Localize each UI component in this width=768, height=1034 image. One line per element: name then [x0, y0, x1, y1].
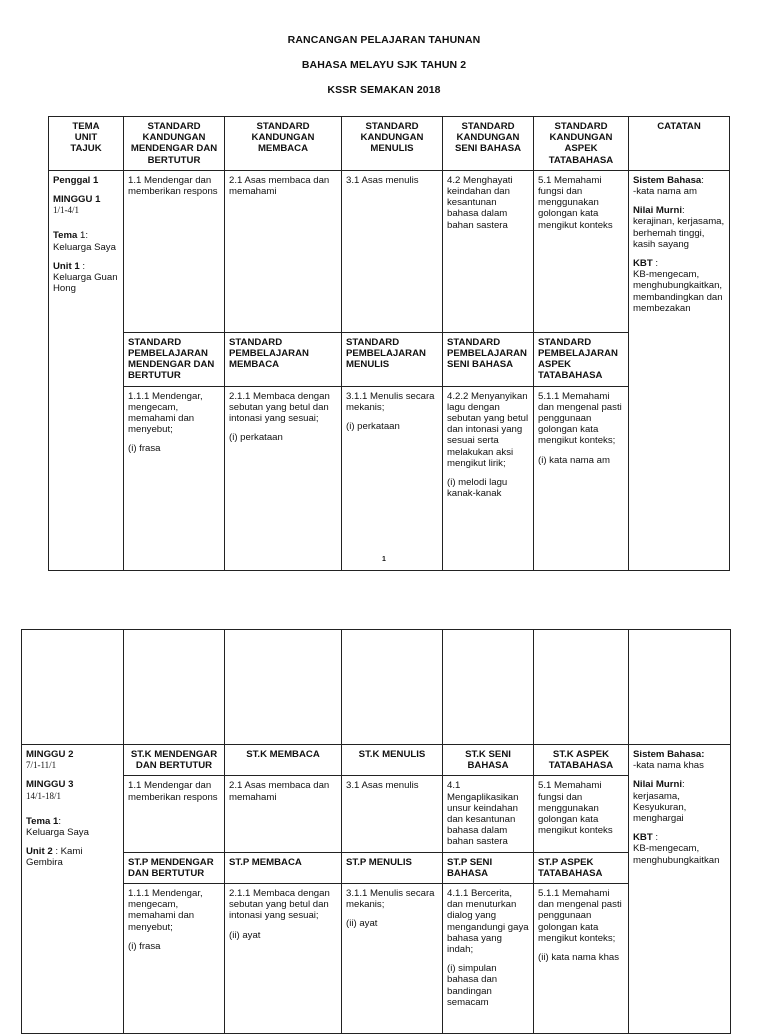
notes-sistem-value-2: -kata nama khas: [633, 760, 704, 772]
notes-nilai-colon: :: [682, 205, 685, 217]
unit-line: [53, 261, 119, 272]
sp-membaca-cell: [225, 386, 342, 570]
unit-label-2: Unit 2: [26, 846, 53, 858]
week-dates-b: 14/1-18/1: [26, 790, 61, 801]
sp-tatabahasa-cell: [534, 386, 629, 570]
page-gap: [0, 574, 768, 618]
cont-cell-7: [629, 630, 731, 745]
notes-kbt-value-2: KB-mengecam, menghubungkaitkan: [633, 843, 720, 866]
document-curriculum: KSSR SEMAKAN 2018: [327, 84, 441, 96]
sk-row-2: [22, 776, 731, 852]
sk-header-seni: ST.K SENI BAHASA: [443, 745, 534, 776]
notes-kbt-label-2: KBT: [633, 832, 653, 844]
theme-line-2: [26, 816, 119, 827]
week-cell-2: [22, 745, 124, 1034]
notes-sistem-label-2: Sistem Bahasa:: [633, 749, 705, 760]
sp-mendengar-cell-2: [124, 884, 225, 1034]
notes-kbt-value: KB-mengecam, menghubungkaitkan, membandingkan dan membezakan: [633, 269, 723, 314]
sk-menulis-cell-2: 3.1 Asas menulis: [342, 776, 443, 852]
sp-header-row: [49, 332, 730, 386]
sk-header-tatabahasa: ST.K ASPEK TATABAHASA: [534, 745, 629, 776]
sp-mendengar-sub: (i) frasa: [128, 443, 161, 455]
sk-seni-cell: 4.2 Menghayati keindahan dan kesantunan bahasa dalam bahan sastera: [443, 170, 534, 332]
col-header-tajuk-line: TAJUK: [70, 143, 102, 155]
sp-mendengar-text-2: 1.1.1 Mendengar, mengecam, memahami dan menyebut;: [128, 888, 203, 933]
sp-header-membaca: STANDARD PEMBELAJARAN MEMBACA: [225, 332, 342, 386]
sp-row: [49, 386, 730, 570]
sp-header-mendengar: STANDARD PEMBELAJARAN MENDENGAR DAN BERTUTUR: [124, 332, 225, 386]
sp-header-tatabahasa-2: ST.P ASPEK TATABAHASA: [534, 852, 629, 883]
notes-nilai-value: kerajinan, kerjasama, berhemah tinggi, kasih sayang: [633, 216, 725, 250]
notes-kbt: [633, 258, 725, 269]
plan-table-2: [21, 629, 731, 1034]
sk-header-mendengar: ST.K MENDENGAR DAN BERTUTUR: [124, 745, 225, 776]
unit-line-2: [26, 846, 119, 868]
sp-header-menulis: STANDARD PEMBELAJARAN MENULIS: [342, 332, 443, 386]
sp-menulis-sub: (i) perkataan: [346, 421, 400, 433]
col-header-sk-mendengar: STANDARD KANDUNGAN MENDENGAR DAN BERTUTUR: [124, 117, 225, 171]
page-2: [0, 618, 768, 1024]
sk-row: [49, 170, 730, 332]
sk-tatabahasa-cell: 5.1 Memahami fungsi dan menggunakan golongan kata mengikut konteks: [534, 170, 629, 332]
theme-label: Tema: [53, 230, 78, 242]
cont-cell-4: [342, 630, 443, 745]
theme-line: [53, 230, 119, 241]
sp-tatabahasa-cell-2: [534, 884, 629, 1034]
document-title: RANCANGAN PELAJARAN TAHUNAN: [287, 34, 481, 46]
notes-nilai-colon-2: :: [682, 779, 685, 791]
header-row: [49, 117, 730, 171]
sp-seni-sub: (i) melodi lagu kanak-kanak: [447, 477, 508, 500]
unit-name: Keluarga Guan Hong: [53, 272, 118, 295]
week-dates-a: 7/1-11/1: [26, 760, 57, 771]
sp-header-row-2: [22, 852, 731, 883]
sp-membaca-text: 2.1.1 Membaca dengan sebutan yang betul dan intonasi yang sesuai;: [229, 390, 330, 425]
col-header-sk-menulis: STANDARD KANDUNGAN MENULIS: [342, 117, 443, 171]
unit-name-2: : Kami Gembira: [26, 846, 83, 869]
sk-menulis-cell: 3.1 Asas menulis: [342, 170, 443, 332]
notes-cell: [629, 170, 730, 570]
notes-nilai-label: Nilai Murni: [633, 205, 683, 217]
theme-name: Keluarga Saya: [53, 241, 116, 253]
week-label: MINGGU 1: [53, 194, 101, 206]
notes-sistem-label: Sistem Bahasa: [633, 174, 702, 186]
cont-cell-2: [124, 630, 225, 745]
sp-membaca-cell-2: [225, 884, 342, 1034]
col-header-sk-tatabahasa: STANDARD KANDUNGAN ASPEK TATABAHASA: [534, 117, 629, 171]
sp-mendengar-sub-2: (i) frasa: [128, 940, 161, 952]
col-header-unit-line: UNIT: [74, 132, 98, 144]
sp-tatabahasa-sub: (i) kata nama am: [538, 454, 610, 466]
col-header-sk-seni: STANDARD KANDUNGAN SENI BAHASA: [443, 117, 534, 171]
sp-membaca-sub: (i) perkataan: [229, 432, 283, 444]
sp-seni-sub-2: (i) simpulan bahasa dan bandingan semacam: [447, 963, 498, 1008]
notes-kbt-colon: :: [652, 258, 659, 270]
sp-membaca-sub-2: (ii) ayat: [229, 929, 261, 941]
col-header-catatan: CATATAN: [629, 117, 730, 171]
sp-header-seni-2: ST.P SENI BAHASA: [443, 852, 534, 883]
sp-tatabahasa-sub-2: (ii) kata nama khas: [538, 952, 620, 964]
sp-header-seni: STANDARD PEMBELAJARAN SENI BAHASA: [443, 332, 534, 386]
notes-kbt-2: [633, 832, 726, 843]
sp-row-2: [22, 884, 731, 1034]
notes-sistem-colon: :: [701, 174, 704, 186]
theme-label-2: Tema 1: [26, 815, 59, 827]
continuation-row: [22, 630, 731, 745]
notes-kbt-colon-2: :: [652, 832, 659, 844]
notes-nilai-label-2: Nilai Murni: [633, 779, 683, 791]
sk-header-row: [22, 745, 731, 776]
sk-tatabahasa-cell-2: 5.1 Memahami fungsi dan menggunakan golongan kata mengikut konteks: [534, 776, 629, 852]
theme-number: 1:: [77, 230, 89, 242]
sp-seni-cell-2: [443, 884, 534, 1034]
notes-kbt-label: KBT: [633, 258, 653, 270]
term-label: Penggal 1: [53, 174, 99, 186]
cont-cell-6: [534, 630, 629, 745]
notes-sistem: [633, 175, 725, 186]
notes-sistem-value: -kata nama am: [633, 186, 697, 198]
week-dates: 1/1-4/1: [53, 205, 79, 216]
notes-cell-2: [629, 745, 731, 1034]
week-label-b: MINGGU 3: [26, 779, 74, 791]
theme-name-2: Keluarga Saya: [26, 827, 89, 839]
sk-membaca-cell: 2.1 Asas membaca dan memahami: [225, 170, 342, 332]
week-cell: [49, 170, 124, 570]
sp-tatabahasa-text-2: 5.1.1 Memahami dan mengenal pasti penggunaan golongan kata mengikut konteks;: [538, 888, 622, 944]
sp-menulis-text: 3.1.1 Menulis secara mekanis;: [346, 390, 435, 413]
col-header-tema-line: TEMA: [72, 121, 100, 132]
sp-seni-text-2: 4.1.1 Bercerita, dan menuturkan dialog yang mengandungi gaya bahasa yang indah;: [447, 888, 529, 956]
sp-header-menulis-2: ST.P MENULIS: [342, 852, 443, 883]
sp-menulis-sub-2: (ii) ayat: [346, 918, 378, 930]
sk-seni-cell-2: 4.1 Mengaplikasikan unsur keindahan dan kesantunan bahasa dalam bahan sastera: [443, 776, 534, 852]
document-subtitle: BAHASA MELAYU SJK TAHUN 2: [301, 59, 467, 71]
unit-label: Unit 1: [53, 260, 80, 272]
notes-nilai-2: [633, 779, 726, 790]
cont-cell-5: [443, 630, 534, 745]
sp-menulis-text-2: 3.1.1 Menulis secara mekanis;: [346, 888, 435, 911]
col-header-sk-membaca: STANDARD KANDUNGAN MEMBACA: [225, 117, 342, 171]
sp-membaca-text-2: 2.1.1 Membaca dengan sebutan yang betul dan intonasi yang sesuai;: [229, 888, 330, 922]
sp-mendengar-text: 1.1.1 Mendengar, mengecam, memahami dan menyebut;: [128, 390, 203, 436]
sk-header-menulis: ST.K MENULIS: [342, 745, 443, 776]
sp-mendengar-cell: [124, 386, 225, 570]
sp-header-membaca-2: ST.P MEMBACA: [225, 852, 342, 883]
sp-tatabahasa-text: 5.1.1 Memahami dan mengenal pasti penggunaan golongan kata mengikut konteks;: [538, 390, 622, 447]
cont-cell-3: [225, 630, 342, 745]
notes-nilai: [633, 205, 725, 216]
plan-table-1: [48, 116, 730, 571]
sk-membaca-cell-2: 2.1 Asas membaca dan memahami: [225, 776, 342, 852]
unit-sep: :: [79, 260, 85, 272]
theme-colon-2: :: [58, 815, 62, 827]
sp-seni-text: 4.2.2 Menyanyikan lagu dengan sebutan yang betul dan intonasi yang sesuai serta melakukan aksi mengikut lirik;: [447, 390, 529, 469]
notes-nilai-value-2: kerjasama, Kesyukuran, menghargai: [633, 790, 687, 825]
sp-menulis-cell: [342, 386, 443, 570]
sp-menulis-cell-2: [342, 884, 443, 1034]
sp-header-mendengar-2: ST.P MENDENGAR DAN BERTUTUR: [124, 852, 225, 883]
col-header-tema: [49, 117, 124, 171]
sp-header-tatabahasa: STANDARD PEMBELAJARAN ASPEK TATABAHASA: [534, 332, 629, 386]
sk-mendengar-cell-2: 1.1 Mendengar dan memberikan respons: [124, 776, 225, 852]
page-number: 1: [382, 556, 386, 563]
sp-seni-cell: [443, 386, 534, 570]
cont-cell-1: [22, 630, 124, 745]
sk-header-membaca: ST.K MEMBACA: [225, 745, 342, 776]
week-label-a: MINGGU 2: [26, 749, 74, 760]
sk-mendengar-cell: 1.1 Mendengar dan memberikan respons: [124, 170, 225, 332]
